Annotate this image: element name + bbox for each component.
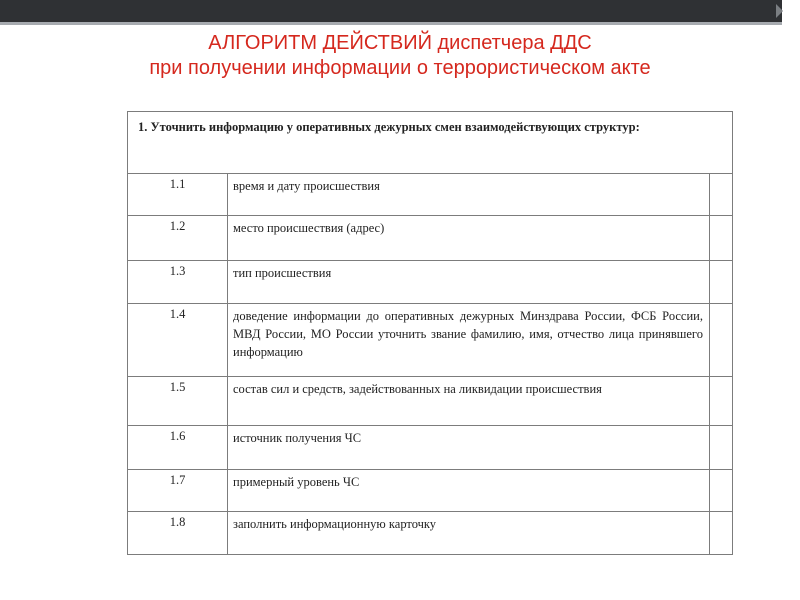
row-number: 1.8	[128, 512, 228, 555]
table-header-cell: 1. Уточнить информацию у оперативных дежурных смен взаимодействующих структур:	[128, 112, 733, 174]
table-row	[128, 426, 733, 470]
row-number: 1.7	[128, 470, 228, 512]
row-number: 1.5	[128, 377, 228, 426]
table-row	[128, 470, 733, 512]
row-check-cell	[710, 470, 733, 512]
row-number: 1.4	[128, 304, 228, 377]
row-number: 1.3	[128, 261, 228, 304]
row-text: состав сил и средств, задействованных на ликвидации происшествия	[228, 377, 710, 426]
slide-top-bar	[0, 0, 782, 25]
row-text: место происшествия (адрес)	[228, 216, 710, 261]
table-row	[128, 261, 733, 304]
title-line-1: АЛГОРИТМ ДЕЙСТВИЙ диспетчера ДДС	[208, 32, 592, 54]
row-check-cell	[710, 304, 733, 377]
row-text: источник получения ЧС	[228, 426, 710, 470]
algorithm-table-container	[127, 111, 732, 555]
table-row	[128, 174, 733, 216]
row-text: время и дату происшествия	[228, 174, 710, 216]
row-check-cell	[710, 261, 733, 304]
row-text: тип происшествия	[228, 261, 710, 304]
row-check-cell	[710, 426, 733, 470]
row-text: доведение информации до оперативных дежурных Минздрава России, ФСБ России, МВД России, МО России уточнить звание фамилию, имя, отчество лица принявшего информацию	[228, 304, 710, 377]
row-text: примерный уровень ЧС	[228, 470, 710, 512]
row-check-cell	[710, 216, 733, 261]
table-row	[128, 377, 733, 426]
title-line-2: при получении информации о террористическом акте	[149, 57, 651, 79]
slide-title	[0, 31, 800, 81]
algorithm-table	[127, 111, 733, 555]
table-row	[128, 304, 733, 377]
table-row	[128, 216, 733, 261]
row-check-cell	[710, 512, 733, 555]
row-text: заполнить информационную карточку	[228, 512, 710, 555]
row-number: 1.6	[128, 426, 228, 470]
table-header-row	[128, 112, 733, 174]
slide-arrow-icon	[776, 4, 783, 18]
row-number: 1.2	[128, 216, 228, 261]
table-row	[128, 512, 733, 555]
row-check-cell	[710, 377, 733, 426]
row-number: 1.1	[128, 174, 228, 216]
row-check-cell	[710, 174, 733, 216]
